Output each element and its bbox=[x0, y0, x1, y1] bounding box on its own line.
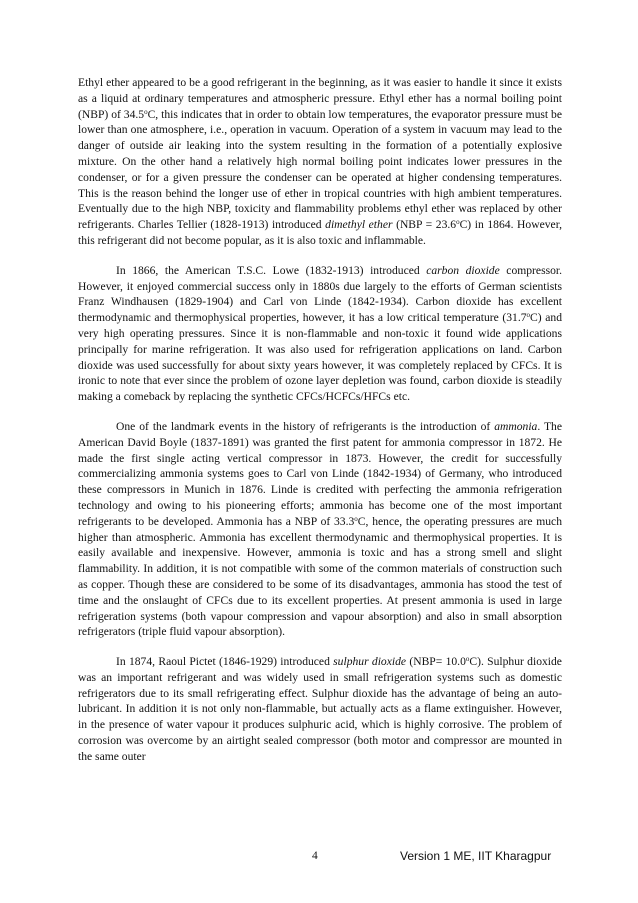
text-run: C, hence, the operating pressures are much higher than atmospheric. Ammonia has excellent thermodynamic and thermophysical properties. It is easily available and inexpensive. However, ammonia is toxic and has a strong smell and slight flammability. In addition, it is not compatible with some of the common materials of construction such as copper. Though these are considered to be some of its disadvantages, ammonia has stood the test of time and the onslaught of CFCs due to its excellent properties. At present ammonia is used in large refrigeration systems (both vapour compression and vapour absorption) and also in small absorption refrigerators (triple fluid vapour absorption). bbox=[78, 514, 562, 639]
text-run: (NBP= 10.0 bbox=[406, 655, 466, 669]
text-run: C) in 1864. However, this refrigerant did not become popular, as it is also toxic and inflammable. bbox=[78, 218, 562, 247]
paragraph-ethyl-ether bbox=[78, 75, 562, 249]
text-run: In 1866, the American T.S.C. Lowe (1832-1913) introduced bbox=[116, 263, 427, 277]
paragraph-ammonia bbox=[78, 419, 562, 640]
emphasis-term: ammonia bbox=[494, 419, 538, 433]
paragraph-carbon-dioxide bbox=[78, 263, 562, 405]
page-number: 4 bbox=[312, 850, 318, 862]
text-run: C) and very high operating pressures. Since it is non-flammable and non-toxic it found wide applications principally for marine refrigeration. It was also used for refrigeration applications on land. Carbon dioxide was used successfully for about sixty years however, it was completely replaced by CFCs. It is ironic to note that ever since the problem of ozone layer depletion was found, carbon dioxide is steadily making a comeback by replacing the synthetic CFCs/HCFCs/HFCs etc. bbox=[78, 311, 563, 404]
footer-version: Version 1 ME, IIT Kharagpur bbox=[400, 849, 552, 863]
text-run: (NBP = 23.6 bbox=[392, 218, 457, 232]
text-run: C, this indicates that in order to obtain low temperatures, the evaporator pressure must be lower than one atmosphere, i.e., operation in vacuum. Operation of a system in vacuum may lead to the danger of outside air leaking into the system resulting in the formation of a potentially explosive mixture. On the other hand a relatively high normal boiling point indicates lower pressures in the condenser, or for a given pressure the condenser can be operated at higher condensing temperatures. This is the reason behind the longer use of ether in tropical countries with high ambient temperatures. Eventually due to the high NBP, toxicity and flammability problems ethyl ether was replaced by other refrigerants. Charles Tellier (1828-1913) introduced bbox=[78, 107, 562, 232]
text-run: Ethyl ether appeared to be a good refrigerant in the beginning, as it was easier to handle it since it exists as a liquid at ordinary temperatures and atmospheric pressure. Ethyl ether has a normal boiling point (NBP) of 34.5 bbox=[78, 76, 562, 121]
body-text bbox=[78, 75, 562, 779]
text-run: . The American David Boyle (1837-1891) was granted the first patent for ammonia compressor in 1872. He made the first single acting vertical compressor in 1873. However, the credit for successfully commercializing ammonia systems goes to Carl von Linde (1842-1934) of Germany, who introduced these compressors in Munich in 1876. Linde is credited with perfecting the ammonia refrigeration technology and owing to his pioneering efforts; ammonia has become one of the most important refrigerants to be developed. Ammonia has a NBP of 33.3 bbox=[78, 419, 562, 528]
degree-sign: o bbox=[456, 218, 460, 227]
degree-sign: o bbox=[465, 655, 470, 664]
degree-sign: o bbox=[526, 311, 531, 320]
degree-sign: o bbox=[144, 107, 148, 116]
degree-sign: o bbox=[354, 514, 358, 523]
emphasis-term: dimethyl ether bbox=[325, 218, 393, 232]
emphasis-term: sulphur dioxide bbox=[333, 655, 407, 669]
text-run: In 1874, Raoul Pictet (1846-1929) introduced bbox=[116, 655, 334, 669]
text-run: C). Sulphur dioxide was an important refrigerant and was widely used in small refrigeration systems such as domestic refrigerators due to its small refrigerating effect. Sulphur dioxide has the advantage of being an auto-lubricant. In addition it is not only non-flammable, but actually acts as a flame extinguisher. However, in the presence of water vapour it produces sulphuric acid, which is highly corrosive. The problem of corrosion was overcome by an airtight sealed compressor (both motor and compressor are mounted in the same outer bbox=[78, 655, 562, 763]
text-run: One of the landmark events in the history of refrigerants is the introduction of bbox=[116, 419, 495, 433]
paragraph-sulphur-dioxide bbox=[78, 654, 562, 765]
emphasis-term: carbon dioxide bbox=[426, 263, 500, 277]
text-run: compressor. However, it enjoyed commercial success only in 1880s due largely to the efforts of German scientists Franz Windhausen (1829-1904) and Carl von Linde (1842-1934). Carbon dioxide has excellent thermodynamic and thermophysical properties, however, it has a low critical temperature (31.7 bbox=[78, 263, 563, 325]
